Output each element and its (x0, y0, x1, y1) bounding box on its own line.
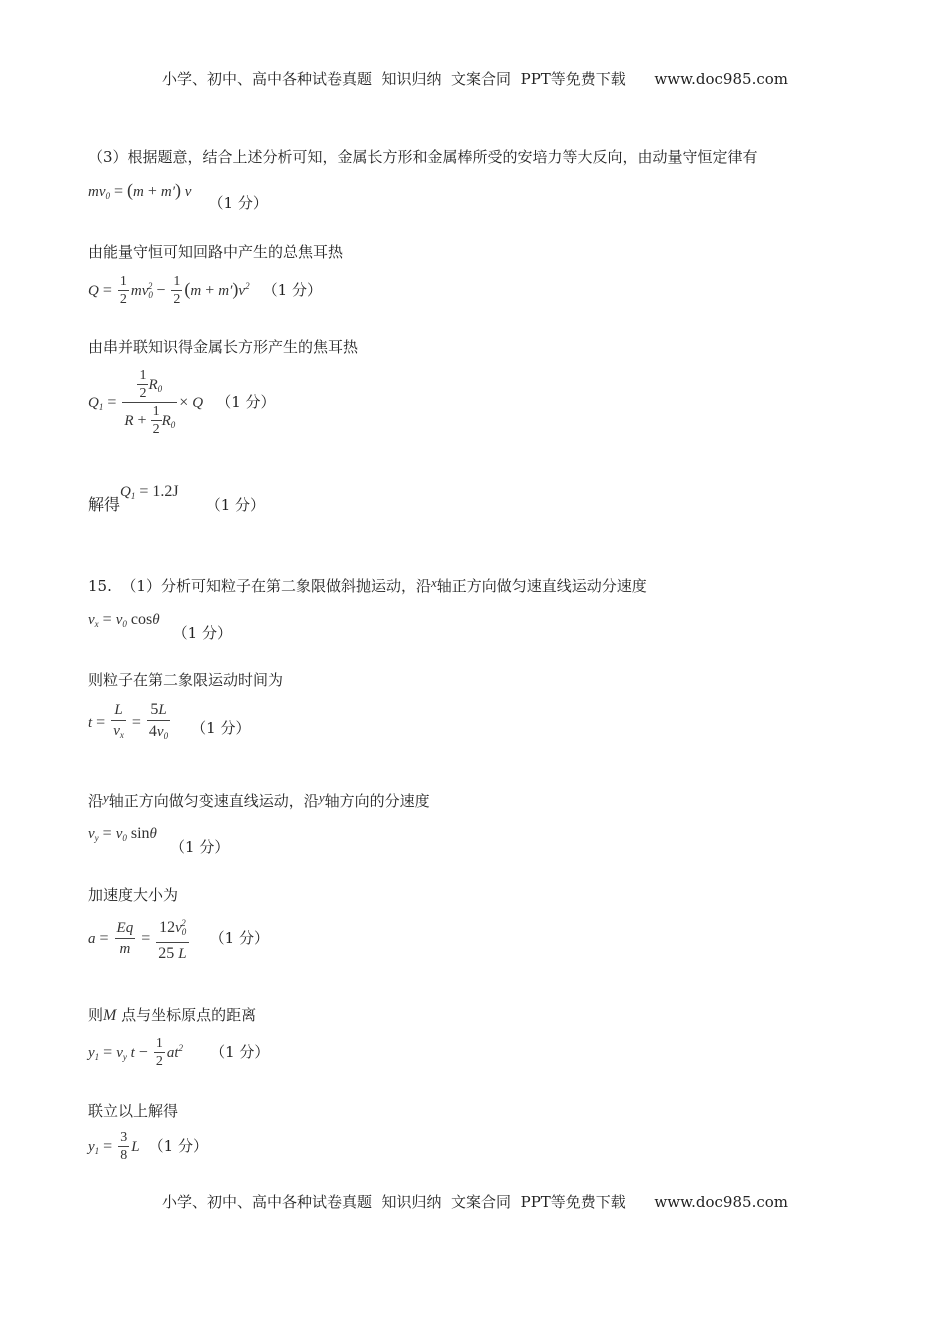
q1-solution: 解得$Q_1 = 1.2J$ （1 分） (88, 483, 266, 514)
energy-text: 由能量守恒可知回路中产生的总焦耳热 (88, 243, 344, 261)
score-label: （1 分） (172, 624, 232, 642)
combine-text: 联立以上解得 (88, 1102, 179, 1120)
vy-intro: 沿y轴正方向做匀变速直线运动，沿y轴方向的分速度 (88, 790, 430, 810)
score-label: （1 分） (205, 496, 266, 514)
page-header: 小学、初中、高中各种试卷真题 知识归纳 文案合同 PPT等免费下载 www.doc985.com (161, 70, 788, 88)
momentum-equation: $mv_0 = (m + m')$ v （1 分） (88, 180, 268, 212)
q15-intro: 15. （1）分析可知粒子在第二象限做斜抛运动，沿x轴正方向做匀速直线运动分速度 (88, 575, 647, 595)
score-label: （1 分） (216, 393, 276, 411)
vy-equation: $v_y = v_0$ sinθ （1 分） (88, 825, 230, 856)
accel-text: 加速度大小为 (88, 886, 179, 904)
time-text: 则粒子在第二象限运动时间为 (88, 671, 284, 689)
score-label: （1 分） (209, 929, 269, 947)
score-label: （1 分） (208, 194, 268, 212)
score-label: （1 分） (170, 838, 230, 856)
time-equation: t = $\frac{L}{v_x}$ = $\frac{5L}{4v_0}$ （1 分） (88, 701, 251, 741)
distance-text: 则M 点与坐标原点的距离 (88, 1006, 257, 1024)
total-heat-equation: Q = $\frac{1}{2}$ $mv_0^2$ − $\frac{1}{2}$ $(m + m')v^2$ （1 分） (88, 274, 322, 307)
score-label: （1 分） (262, 281, 322, 299)
q15-number: 15. (88, 577, 112, 595)
q1-value: 1.2J (152, 483, 179, 500)
solve-label: 解得 (88, 495, 121, 514)
score-label: （1 分） (191, 719, 251, 737)
part3-intro: （3）根据题意，结合上述分析可知，金属长方形和金属棒所受的安培力等大反向，由动量守恒定律有 (88, 148, 758, 166)
vx-equation: $v_x = v_0$ cosθ （1 分） (88, 611, 232, 642)
page-footer: 小学、初中、高中各种试卷真题 知识归纳 文案合同 PPT等免费下载 www.doc985.com (161, 1193, 788, 1211)
series-text: 由串并联知识得金属长方形产生的焦耳热 (88, 338, 359, 356)
accel-equation: a = $\frac{Eq}{m}$ = $\frac{12v_0^2}{25 L}$ （1 分） (88, 914, 269, 963)
y1-result-equation: $y_1$ = $\frac{3}{8}$ L （1 分） (88, 1130, 208, 1163)
rect-heat-equation: $Q_1$ = $\frac{1}{2}$ $R_0$ R + $\frac{1}{2}$ $R_0$ × Q （1 分） (88, 368, 276, 437)
y1-equation: $y_1 = v_y$ t − $\frac{1}{2}$ $at^2$ （1 分） (88, 1036, 270, 1069)
score-label: （1 分） (210, 1043, 270, 1061)
score-label: （1 分） (148, 1137, 208, 1155)
